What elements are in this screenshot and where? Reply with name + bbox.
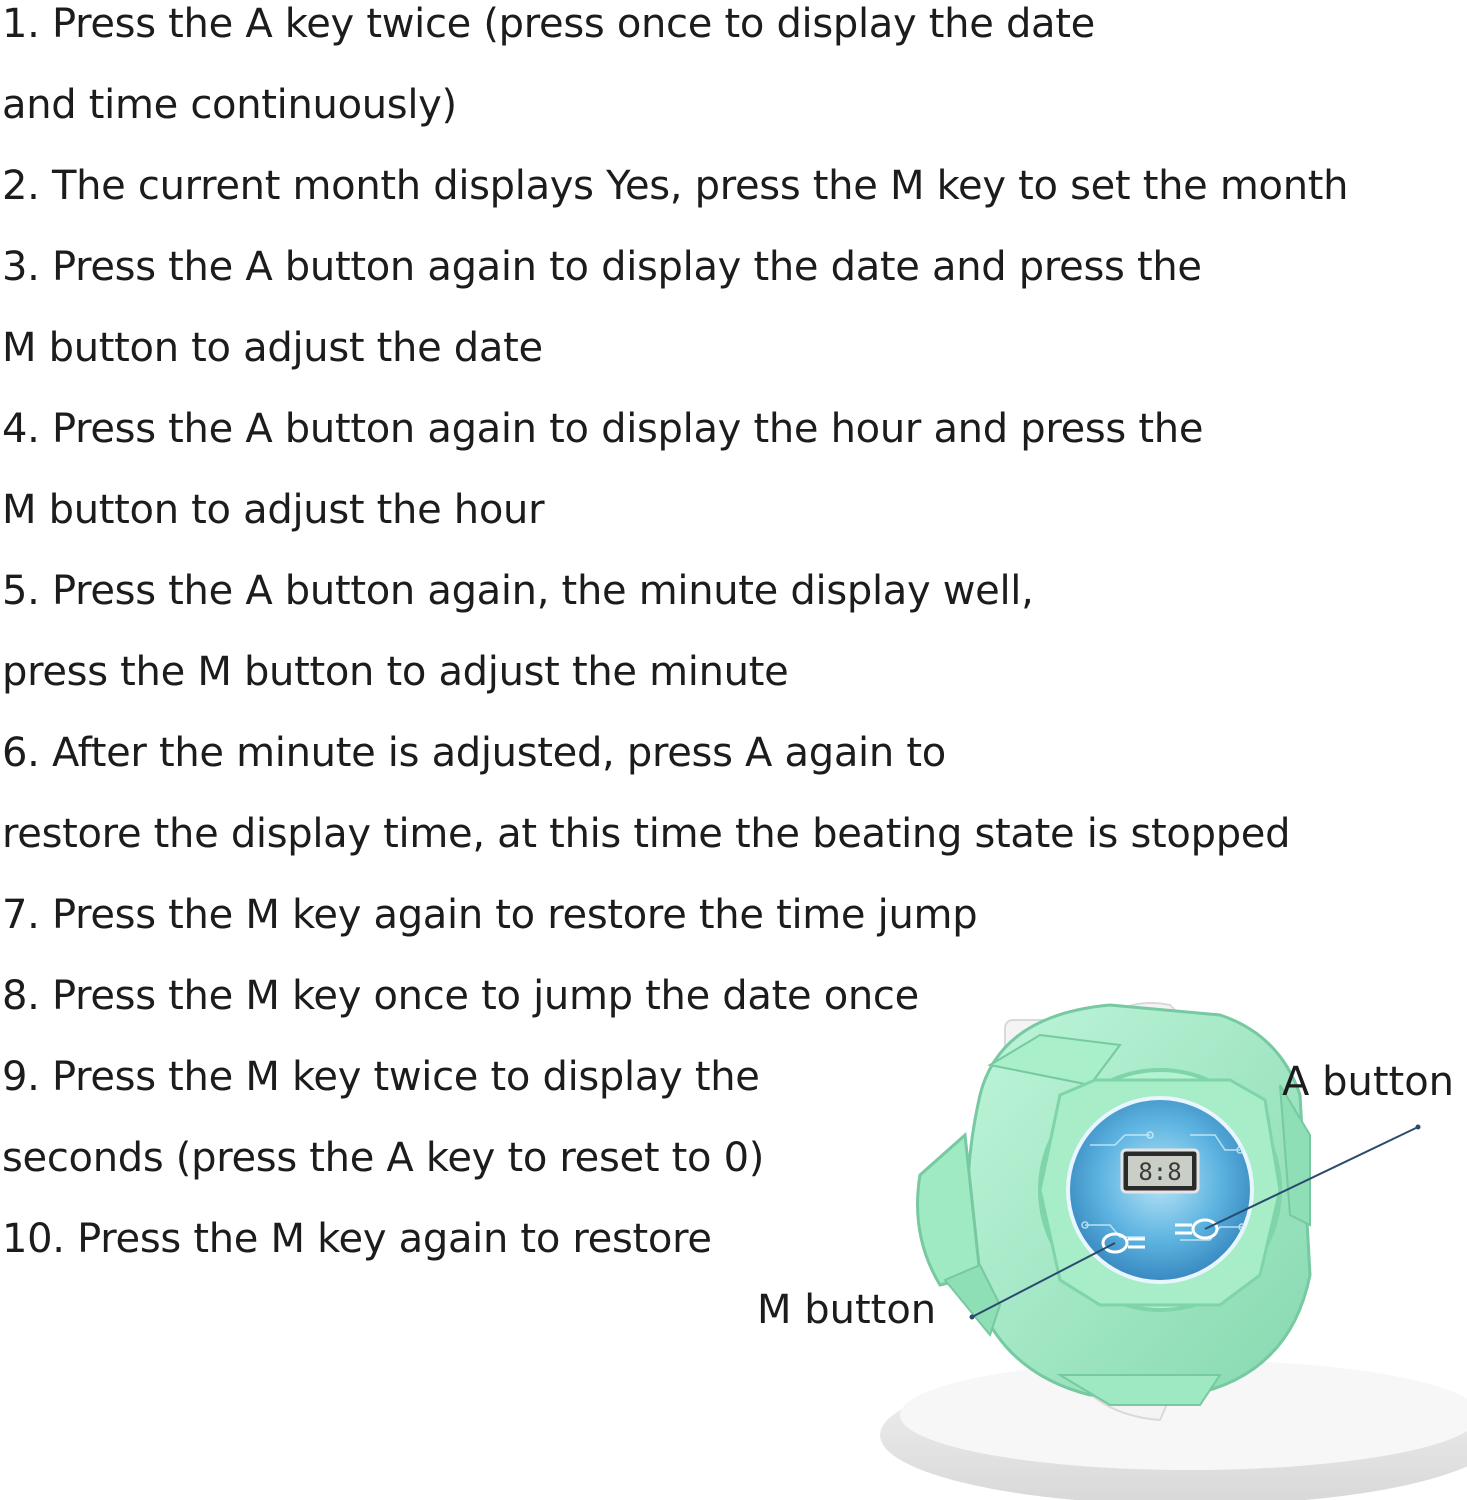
a-button-label: A button bbox=[1282, 1059, 1455, 1105]
instruction-line: seconds (press the A key to reset to 0) bbox=[2, 1135, 765, 1181]
instruction-line: 2. The current month displays Yes, press the M key to set the month bbox=[2, 163, 1349, 209]
instruction-line: press the M button to adjust the minute bbox=[2, 649, 789, 695]
instruction-line: 6. After the minute is adjusted, press A again to bbox=[2, 730, 946, 776]
instruction-line: 3. Press the A button again to display the date and press the bbox=[2, 244, 1202, 290]
m-button-label: M button bbox=[757, 1287, 937, 1333]
instruction-line: 7. Press the M key again to restore the time jump bbox=[2, 892, 978, 938]
instruction-line: 9. Press the M key twice to display the bbox=[2, 1054, 760, 1100]
robot-watch-image bbox=[860, 975, 1467, 1500]
instruction-line: and time continuously) bbox=[2, 82, 457, 128]
instruction-line: 8. Press the M key once to jump the date once bbox=[2, 973, 919, 1019]
instruction-line: M button to adjust the date bbox=[2, 325, 543, 371]
instruction-line: 1. Press the A key twice (press once to display the date bbox=[2, 1, 1095, 47]
instruction-line: restore the display time, at this time the beating state is stopped bbox=[2, 811, 1291, 857]
instruction-line: 10. Press the M key again to restore bbox=[2, 1216, 712, 1262]
svg-text:8:8: 8:8 bbox=[1138, 1158, 1182, 1186]
instruction-line: 4. Press the A button again to display the hour and press the bbox=[2, 406, 1204, 452]
instruction-line: M button to adjust the hour bbox=[2, 487, 545, 533]
instruction-line: 5. Press the A button again, the minute display well, bbox=[2, 568, 1034, 614]
